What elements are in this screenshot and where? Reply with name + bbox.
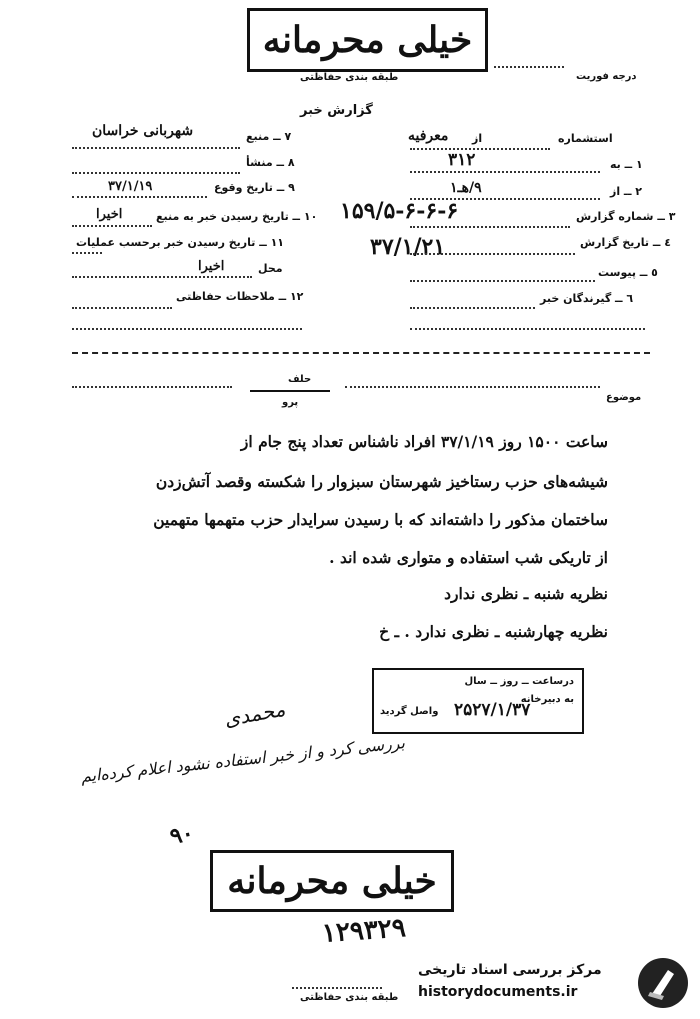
dotted-line (345, 386, 600, 388)
signature: محمدی (222, 696, 287, 732)
dotted-line (410, 253, 575, 255)
body-line-6: نظریه چهارشنبه ـ نظری ندارد . ـ خ (379, 622, 608, 641)
handwritten-note: بررسی کرد و از خبر استفاده نشود اعلام کرده‌ایم (79, 733, 406, 786)
field-origin-label: ۸ ــ منشأ (246, 156, 295, 169)
handwritten-number-left: ۹۰ (167, 819, 197, 851)
receipt-stamp-number: ۲۵۲۷/۱/۳۷ (454, 700, 531, 720)
dotted-line (72, 225, 152, 227)
security-class-label-top: طبقه بندی حفاظتی (300, 72, 399, 83)
field-security-remarks-label: ۱۲ ــ ملاحظات حفاظتی (176, 290, 304, 303)
field-from2-value: ۹/هـ۱ (450, 180, 482, 196)
dotted-line (72, 147, 240, 149)
field-to-value: ۳۱۲ (448, 150, 476, 170)
body-line-3: ساختمان مذکور را داشته‌اند که با رسیدن سرایدار حزب متهمها متهمین (153, 510, 608, 529)
field-attachment-label: ٥ ــ پیوست (598, 266, 658, 279)
dotted-line (410, 280, 595, 282)
field-number-label: استشماره (558, 132, 613, 145)
field-report-date-value: ۳۷/۱/۲۱ (370, 234, 446, 260)
dotted-line (72, 172, 240, 174)
field-location-label: محل (258, 262, 283, 275)
subject-value-2: پرو (282, 397, 299, 408)
field-event-date-label: ۹ ــ تاریخ وقوع (214, 181, 295, 194)
field-from-value: معرفیه (408, 128, 449, 144)
archive-logo-icon (638, 958, 688, 1008)
body-line-4: از تاریکی شب استفاده و متواری شده اند . (329, 548, 608, 567)
body-line-2: شیشه‌های حزب رستاخیز شهرستان سبزوار را شکسته وقصد آتش‌زدن (155, 472, 608, 491)
dotted-line (72, 328, 302, 330)
dotted-line (410, 148, 550, 150)
priority-label: درجه فوریت (576, 71, 637, 82)
body-line-1: ساعت ۱۵۰۰ روز ۳۷/۱/۱۹ افراد ناشناس تعداد پنج جام از (240, 432, 608, 451)
field-receipt-operations-label: ۱۱ ــ تاریخ رسیدن خبر برحسب عملیات (76, 236, 285, 249)
field-from-label: از (472, 132, 483, 145)
field-report-number-value: ۱۵۹/۵-۶-۶-۶ (340, 198, 459, 224)
field-recipients-label: ٦ ــ گیرندگان خبر (540, 292, 634, 305)
dotted-line (72, 386, 232, 388)
footer-logo-text: مرکز بررسی اسناد تاریخی (418, 962, 602, 978)
subject-label: موضوع (606, 392, 642, 403)
field-source-label: ۷ ــ منبع (246, 130, 292, 143)
receipt-stamp (372, 668, 584, 734)
security-class-label-bottom: طبقه بندی حفاظتی (300, 992, 399, 1003)
receipt-stamp-line3: واصل گردید (380, 706, 439, 717)
body-line-5: نظریه شنبه ـ نظری ندارد (444, 584, 608, 603)
priority-dotted-line (494, 66, 564, 68)
classification-stamp-bottom: خیلی محرمانه (210, 850, 454, 912)
receipt-stamp-line2: به دبیرخانه (520, 694, 574, 705)
classification-stamp-top: خیلی محرمانه (247, 8, 488, 72)
report-title: گزارش خبر (300, 103, 373, 118)
footer-dotted-line (292, 987, 382, 989)
dotted-line (72, 307, 172, 309)
subject-value-1: حلف (288, 374, 312, 385)
field-report-date-label: ٤ ــ تاریخ گزارش (580, 236, 671, 249)
receipt-stamp-line1: درساعت ــ روز ــ سال (464, 676, 574, 687)
handwritten-number-bottom: ۱۲۹۳۲۹ (321, 913, 407, 949)
separator-line (72, 352, 650, 354)
subject-divider (250, 390, 330, 392)
field-source-value: شهربانی خراسان (92, 123, 194, 139)
dotted-line (72, 196, 207, 198)
field-event-date-value: ۳۷/۱/۱۹ (108, 179, 153, 194)
dotted-line (72, 276, 252, 278)
dotted-line (410, 171, 600, 173)
dotted-line (410, 307, 535, 309)
field-from2-label: ۲ ــ از (610, 185, 643, 198)
dotted-line (72, 252, 102, 254)
field-receipt-source-label: ۱۰ ــ تاریخ رسیدن خبر به منبع (156, 210, 318, 223)
dotted-line (410, 226, 570, 228)
footer-url[interactable]: historydocuments.ir (418, 984, 578, 1000)
field-receipt-source-value: اخیرا (96, 207, 123, 222)
field-location-value: اخیرا (198, 259, 225, 274)
field-to-label: ۱ ــ به (610, 158, 643, 171)
dotted-line (410, 328, 645, 330)
field-report-number-label: ۳ ــ شماره گزارش (576, 210, 676, 223)
